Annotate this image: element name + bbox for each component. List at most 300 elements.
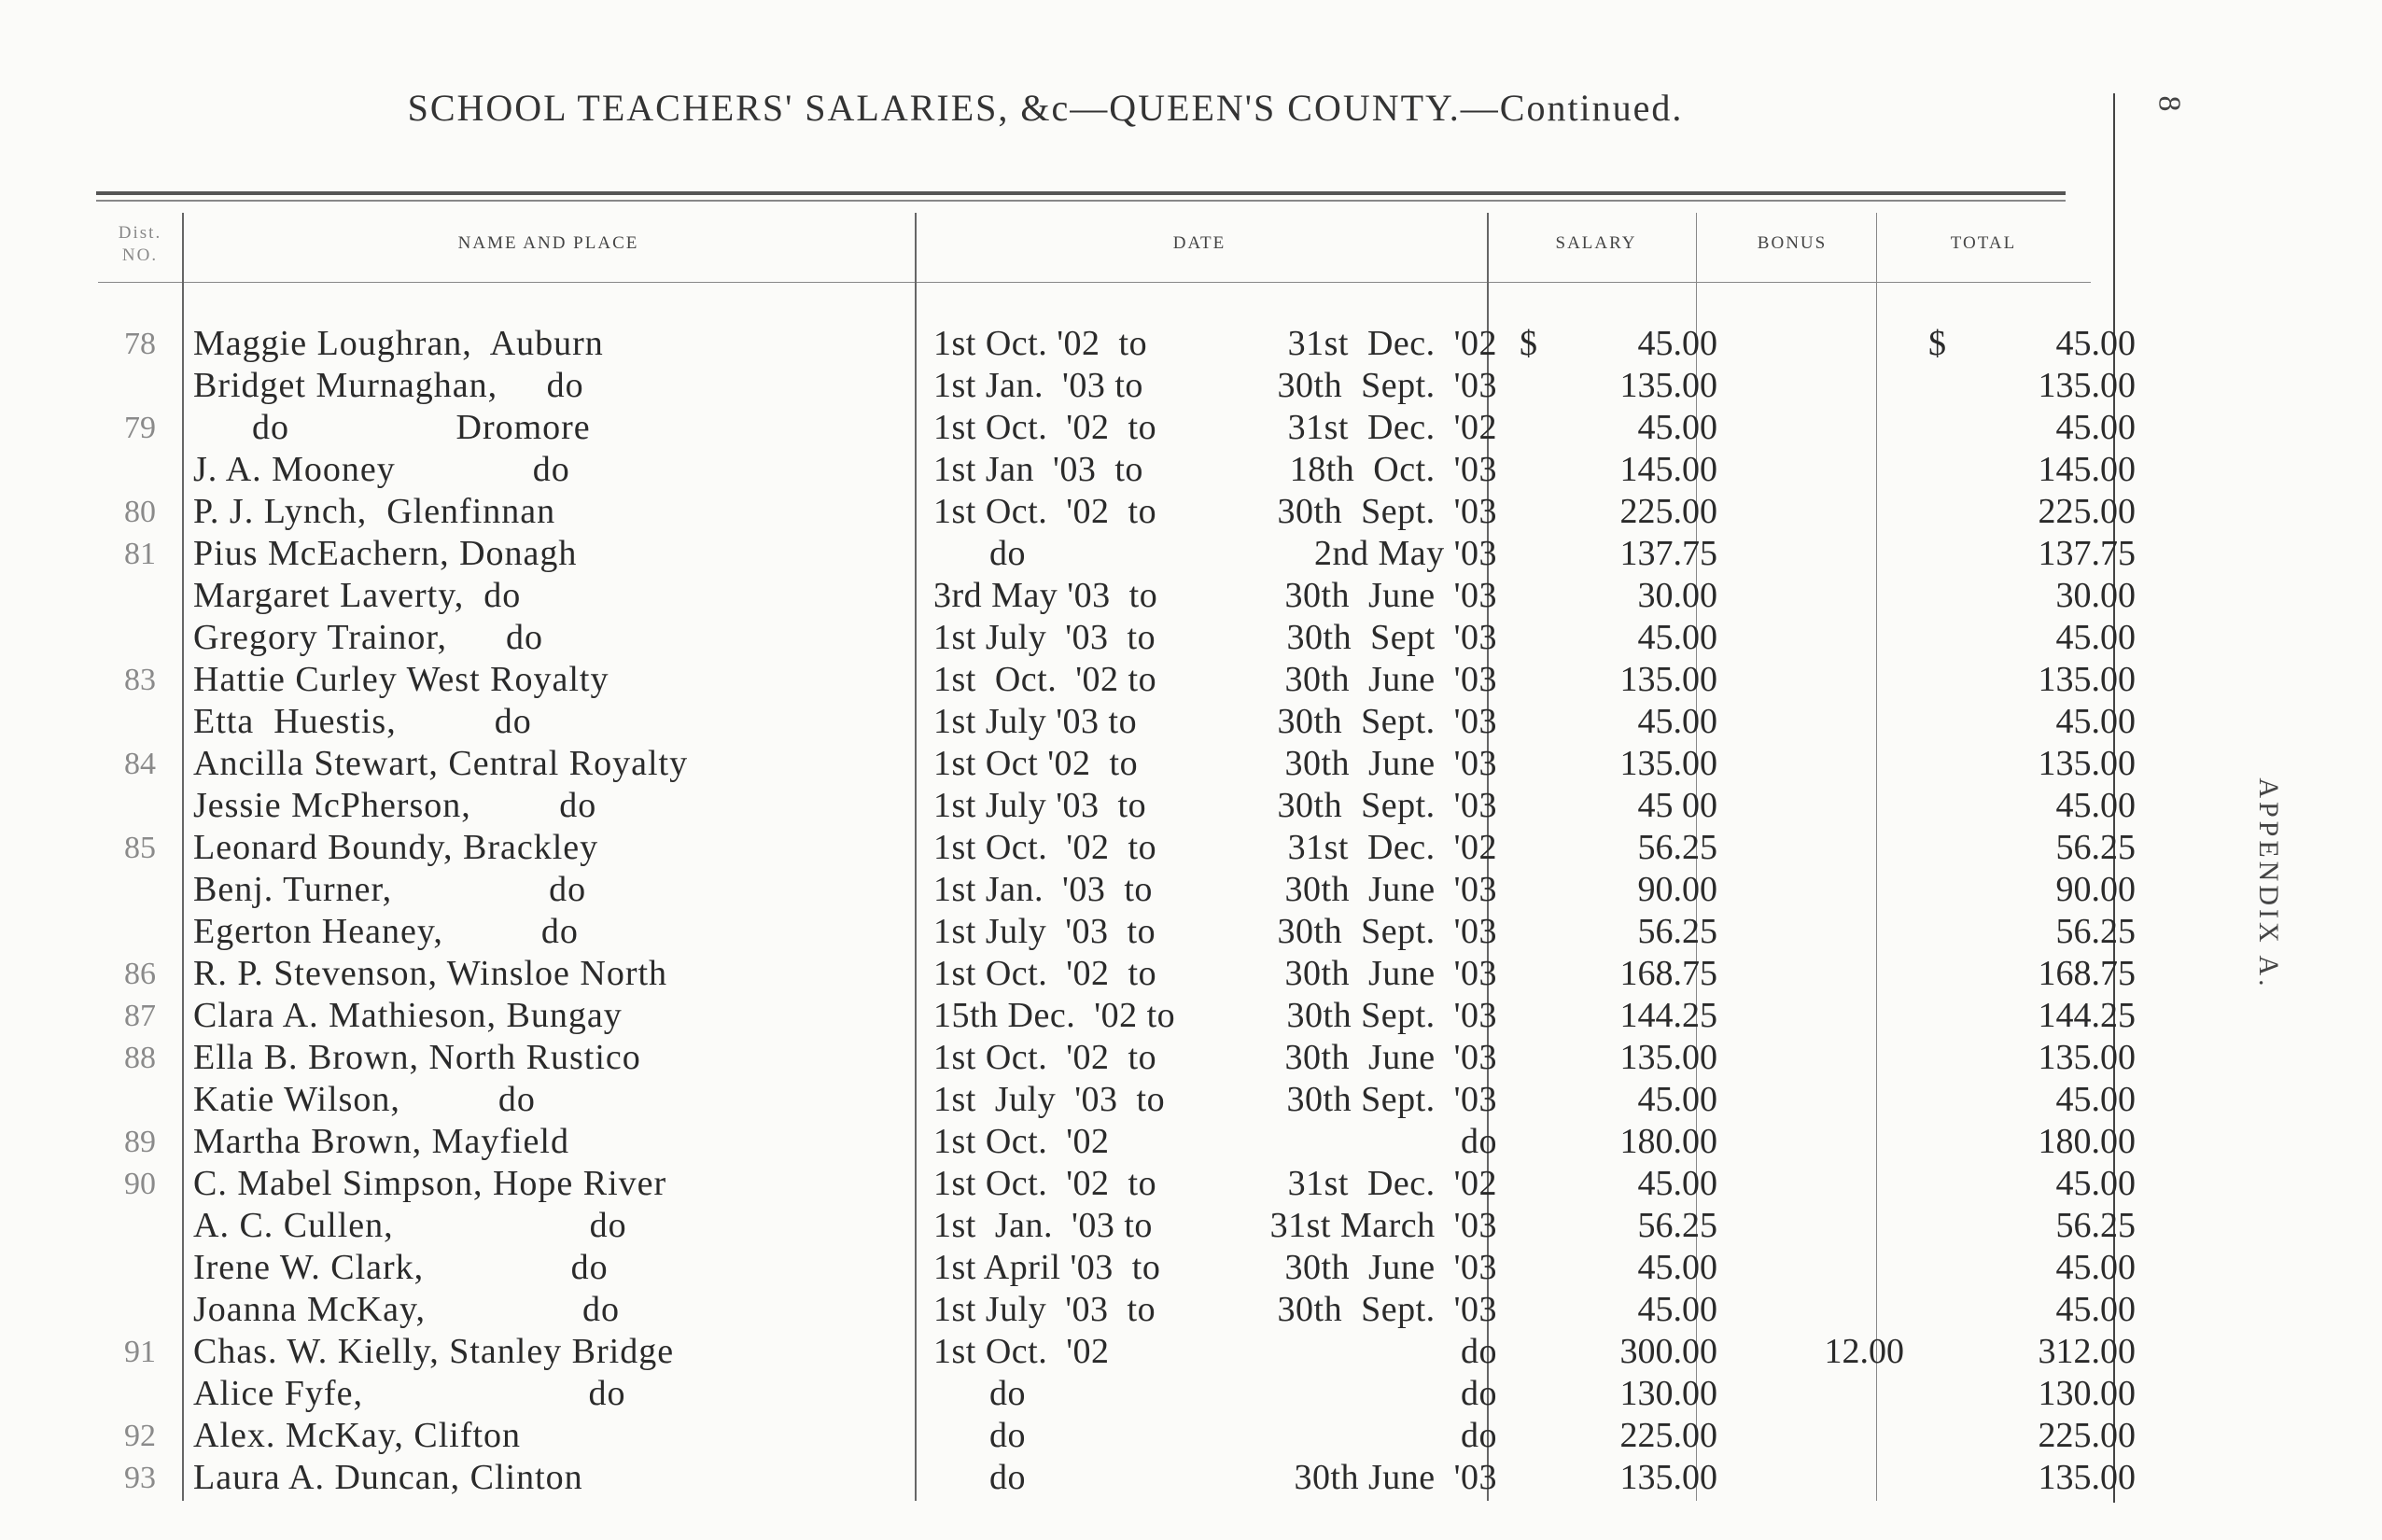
salary-cell	[1503, 1331, 1727, 1373]
date-from: 1st Jan '03 to	[933, 450, 1143, 489]
salary-value: 45.00	[1637, 1290, 1717, 1329]
date-cell	[926, 365, 1503, 407]
salary-cell	[1503, 323, 1727, 365]
header-bottom-rule	[98, 282, 2091, 283]
date-cell	[926, 617, 1503, 659]
date-to: 30th Sept. '03	[1277, 492, 1497, 531]
dist-cell: 84	[124, 747, 156, 781]
salary-cell	[1503, 1415, 1727, 1457]
total-cell	[1912, 365, 2136, 407]
name-cell: Egerton Heaney, do	[193, 912, 579, 951]
table-row	[98, 953, 2136, 995]
date-to: 30th June '03	[1284, 870, 1497, 909]
dist-cell	[98, 1079, 182, 1121]
date-from: 1st Oct. '02	[933, 1332, 1110, 1371]
salary-cell	[1503, 407, 1727, 449]
total-cell	[1912, 449, 2136, 491]
total-value: 135.00	[2038, 660, 2136, 699]
salary-value: 145.00	[1619, 450, 1717, 489]
dist-cell	[98, 1289, 182, 1331]
salary-value: 135.00	[1619, 660, 1717, 699]
date-to: 30th Sept. '03	[1277, 1290, 1497, 1329]
total-cell	[1912, 659, 2136, 701]
date-to: do	[1461, 1374, 1497, 1413]
total-value: 90.00	[2055, 870, 2136, 909]
dollar-sign: $	[1520, 324, 1537, 363]
date-from: 1st Oct. '02 to	[933, 324, 1148, 363]
table-row	[98, 1415, 2136, 1457]
name-cell: Ella B. Brown, North Rustico	[193, 1038, 641, 1077]
dist-cell: 89	[124, 1125, 156, 1159]
total-value: 45.00	[2055, 1248, 2136, 1287]
name-cell: A. C. Cullen, do	[193, 1206, 627, 1245]
salary-cell	[1503, 869, 1727, 911]
date-to: do	[1461, 1416, 1497, 1455]
salary-cell	[1503, 533, 1727, 575]
dist-cell	[98, 1247, 182, 1289]
date-from: 1st April '03 to	[933, 1248, 1161, 1287]
date-from: do	[933, 1458, 1026, 1497]
bonus-cell	[1727, 1415, 1912, 1457]
date-to: 30th Sept. '03	[1277, 912, 1497, 951]
name-cell: Gregory Trainor, do	[193, 618, 544, 657]
date-from: 1st July '03 to	[933, 1290, 1156, 1329]
name-cell: Alice Fyfe, do	[193, 1374, 626, 1413]
salary-value: 56.25	[1637, 912, 1717, 951]
date-to: do	[1461, 1122, 1497, 1161]
table-row	[98, 1121, 2136, 1163]
total-value: 56.25	[2055, 828, 2136, 867]
salary-value: 135.00	[1619, 366, 1717, 405]
dist-cell: 90	[124, 1167, 156, 1201]
dist-cell: 88	[124, 1041, 156, 1075]
total-value: 45.00	[2055, 618, 2136, 657]
salary-value: 168.75	[1619, 954, 1717, 993]
total-cell	[1912, 953, 2136, 995]
dist-cell	[98, 575, 182, 617]
bonus-cell	[1727, 1205, 1912, 1247]
total-cell	[1912, 995, 2136, 1037]
salary-cell	[1503, 953, 1727, 995]
salary-cell	[1503, 1037, 1727, 1079]
date-from: do	[933, 1416, 1026, 1455]
name-cell: Chas. W. Kielly, Stanley Bridge	[193, 1332, 675, 1371]
table-row	[98, 659, 2136, 701]
total-cell	[1912, 701, 2136, 743]
name-cell: Jessie McPherson, do	[193, 786, 597, 825]
salary-cell	[1503, 743, 1727, 785]
date-cell	[926, 785, 1503, 827]
name-cell: Margaret Laverty, do	[193, 576, 522, 615]
name-cell: Katie Wilson, do	[193, 1080, 536, 1119]
bonus-cell	[1727, 449, 1912, 491]
salary-cell	[1503, 1121, 1727, 1163]
dist-cell	[98, 449, 182, 491]
salary-cell	[1503, 617, 1727, 659]
name-cell: Alex. McKay, Clifton	[193, 1416, 522, 1455]
total-value: 135.00	[2038, 366, 2136, 405]
salary-cell	[1503, 1247, 1727, 1289]
date-to: 30th June '03	[1284, 1248, 1497, 1287]
dist-cell: 79	[124, 411, 156, 445]
table-row	[98, 365, 2136, 407]
dollar-sign: $	[1928, 324, 1946, 363]
salary-cell	[1503, 1205, 1727, 1247]
bonus-cell	[1727, 1037, 1912, 1079]
bonus-cell	[1727, 995, 1912, 1037]
dist-cell: 86	[124, 957, 156, 991]
salary-value: 135.00	[1619, 1458, 1717, 1497]
date-to: 30th Sept '03	[1286, 618, 1497, 657]
total-value: 168.75	[2038, 954, 2136, 993]
total-value: 225.00	[2038, 492, 2136, 531]
date-from: 1st Oct. '02 to	[933, 828, 1157, 867]
name-cell: Pius McEachern, Donagh	[193, 534, 578, 573]
date-from: 1st Oct. '02 to	[933, 408, 1157, 447]
salary-value: 45.00	[1637, 702, 1717, 741]
dist-cell: 83	[124, 663, 156, 697]
total-value: 225.00	[2038, 1416, 2136, 1455]
date-from: 1st July '03 to	[933, 786, 1147, 825]
bonus-cell	[1727, 617, 1912, 659]
date-to: 18th Oct. '03	[1289, 450, 1497, 489]
date-cell	[926, 911, 1503, 953]
total-cell	[1912, 743, 2136, 785]
total-value: 145.00	[2038, 450, 2136, 489]
bonus-cell	[1727, 491, 1912, 533]
date-from: 1st Jan. '03 to	[933, 870, 1153, 909]
table-row	[98, 1457, 2136, 1499]
salary-value: 300.00	[1619, 1332, 1717, 1371]
salary-cell	[1503, 911, 1727, 953]
date-from: 1st Oct '02 to	[933, 744, 1139, 783]
name-cell: Hattie Curley West Royalty	[193, 660, 610, 699]
salary-value: 56.25	[1637, 1206, 1717, 1245]
total-cell	[1912, 1415, 2136, 1457]
header-name: NAME AND PLACE	[457, 233, 639, 253]
date-to: 31st Dec. '02	[1287, 408, 1497, 447]
salary-cell	[1503, 701, 1727, 743]
salary-value: 90.00	[1637, 870, 1717, 909]
bonus-cell	[1727, 323, 1912, 365]
date-to: 30th Sept. '03	[1286, 996, 1497, 1035]
date-from: 1st July '03 to	[933, 702, 1138, 741]
total-value: 45.00	[2055, 1164, 2136, 1203]
date-to: 31st March '03	[1269, 1206, 1497, 1245]
total-value: 45.00	[2055, 1290, 2136, 1329]
table-row	[98, 1079, 2136, 1121]
date-cell	[926, 1289, 1503, 1331]
table-row	[98, 491, 2136, 533]
name-cell: Irene W. Clark, do	[193, 1248, 609, 1287]
date-to: 30th June '03	[1284, 1038, 1497, 1077]
date-cell	[926, 701, 1503, 743]
total-cell	[1912, 1163, 2136, 1205]
header-dist: Dist. NO.	[118, 223, 162, 265]
salary-cell	[1503, 1373, 1727, 1415]
total-value: 56.25	[2055, 912, 2136, 951]
bonus-cell	[1727, 701, 1912, 743]
salary-value: 135.00	[1619, 1038, 1717, 1077]
salary-value: 225.00	[1619, 1416, 1717, 1455]
table-row	[98, 1331, 2136, 1373]
bonus-cell	[1727, 1121, 1912, 1163]
name-cell: Bridget Murnaghan, do	[193, 366, 584, 405]
salary-cell	[1503, 1457, 1727, 1499]
salary-cell	[1503, 1079, 1727, 1121]
date-to: 30th June '03	[1284, 744, 1497, 783]
date-to: 30th Sept. '03	[1286, 1080, 1497, 1119]
date-to: 30th June '03	[1284, 954, 1497, 993]
date-cell	[926, 407, 1503, 449]
salary-value: 56.25	[1637, 828, 1717, 867]
total-cell	[1912, 785, 2136, 827]
total-value: 180.00	[2038, 1122, 2136, 1161]
bonus-cell	[1727, 1247, 1912, 1289]
dist-cell: 80	[124, 495, 156, 529]
date-cell	[926, 995, 1503, 1037]
date-from: 1st July '03 to	[933, 618, 1156, 657]
name-cell: J. A. Mooney do	[193, 450, 570, 489]
total-value: 144.25	[2038, 996, 2136, 1035]
name-cell: Leonard Boundy, Brackley	[193, 828, 599, 867]
total-value: 130.00	[2038, 1374, 2136, 1413]
bonus-cell	[1727, 869, 1912, 911]
date-cell	[926, 1247, 1503, 1289]
date-to: 2nd May '03	[1313, 534, 1497, 573]
date-from: 1st Jan. '03 to	[933, 1206, 1153, 1245]
date-cell	[926, 323, 1503, 365]
salary-table	[98, 323, 2136, 1499]
dist-cell: 92	[124, 1419, 156, 1453]
date-from: do	[933, 1374, 1026, 1413]
salary-cell	[1503, 1289, 1727, 1331]
total-cell	[1912, 1037, 2136, 1079]
total-cell	[1912, 1457, 2136, 1499]
bonus-cell	[1727, 1373, 1912, 1415]
total-cell	[1912, 323, 2136, 365]
name-cell: Clara A. Mathieson, Bungay	[193, 996, 623, 1035]
date-from: 1st Oct. '02 to	[933, 492, 1157, 531]
date-cell	[926, 869, 1503, 911]
bonus-cell: 12.00	[1824, 1332, 1904, 1371]
dist-cell: 81	[124, 537, 156, 571]
header-bonus: BONUS	[1757, 233, 1828, 253]
salary-cell	[1503, 575, 1727, 617]
date-from: 1st Jan. '03 to	[933, 366, 1143, 405]
salary-value: 45.00	[1637, 1164, 1717, 1203]
name-cell: Joanna McKay, do	[193, 1290, 621, 1329]
date-cell	[926, 1331, 1503, 1373]
total-value: 135.00	[2038, 1038, 2136, 1077]
date-cell	[926, 491, 1503, 533]
salary-cell	[1503, 1163, 1727, 1205]
total-value: 45.00	[2055, 786, 2136, 825]
bonus-cell	[1727, 659, 1912, 701]
total-value: 45.00	[2055, 324, 2136, 363]
salary-value: 45 00	[1637, 786, 1717, 825]
total-value: 56.25	[2055, 1206, 2136, 1245]
name-cell: Benj. Turner, do	[193, 870, 587, 909]
total-cell	[1912, 1373, 2136, 1415]
date-to: 31st Dec. '02	[1287, 324, 1497, 363]
bonus-cell	[1727, 365, 1912, 407]
date-cell	[926, 953, 1503, 995]
total-value: 45.00	[2055, 702, 2136, 741]
total-value: 45.00	[2055, 1080, 2136, 1119]
salary-cell	[1503, 785, 1727, 827]
table-row	[98, 701, 2136, 743]
date-cell	[926, 449, 1503, 491]
bonus-cell	[1727, 953, 1912, 995]
header-salary: SALARY	[1555, 233, 1637, 253]
date-cell	[926, 659, 1503, 701]
total-cell	[1912, 1205, 2136, 1247]
date-to: 30th June '03	[1284, 576, 1497, 615]
date-to: 31st Dec. '02	[1287, 1164, 1497, 1203]
header-rule-light	[96, 200, 2066, 202]
date-from: 1st Oct. '02 to	[933, 1038, 1157, 1077]
salary-cell	[1503, 491, 1727, 533]
bonus-cell	[1727, 533, 1912, 575]
header-rule-heavy	[96, 191, 2066, 195]
date-to: 30th June '03	[1284, 660, 1497, 699]
date-from: 1st Oct. '02 to	[933, 1164, 1157, 1203]
total-cell	[1912, 1289, 2136, 1331]
table-row	[98, 323, 2136, 365]
bonus-cell	[1727, 911, 1912, 953]
salary-value: 45.00	[1637, 1248, 1717, 1287]
dist-cell: 85	[124, 831, 156, 865]
name-cell: Etta Huestis, do	[193, 702, 532, 741]
total-cell	[1912, 1079, 2136, 1121]
bonus-cell	[1727, 1289, 1912, 1331]
table-row	[98, 449, 2136, 491]
salary-cell	[1503, 449, 1727, 491]
date-cell	[926, 1457, 1503, 1499]
page-title: SCHOOL TEACHERS' SALARIES, &c—QUEEN'S COUNTY.—Continued.	[407, 87, 1684, 129]
date-cell	[926, 533, 1503, 575]
date-to: do	[1461, 1332, 1497, 1371]
date-cell	[926, 1037, 1503, 1079]
date-from: 1st Oct. '02 to	[933, 660, 1157, 699]
date-cell	[926, 827, 1503, 869]
bonus-cell	[1727, 575, 1912, 617]
salary-value: 180.00	[1619, 1122, 1717, 1161]
total-cell	[1912, 911, 2136, 953]
date-from: 1st July '03 to	[933, 912, 1156, 951]
table-row	[98, 827, 2136, 869]
total-cell	[1912, 869, 2136, 911]
date-cell	[926, 1415, 1503, 1457]
dist-cell	[98, 911, 182, 953]
salary-value: 137.75	[1619, 534, 1717, 573]
page-number: 8	[2151, 95, 2187, 112]
table-row	[98, 1037, 2136, 1079]
salary-value: 45.00	[1637, 618, 1717, 657]
bonus-cell	[1727, 1457, 1912, 1499]
table-row	[98, 1205, 2136, 1247]
date-from: 1st Oct. '02 to	[933, 954, 1157, 993]
salary-value: 45.00	[1637, 324, 1717, 363]
total-cell	[1912, 575, 2136, 617]
table-row	[98, 575, 2136, 617]
bonus-cell	[1727, 1163, 1912, 1205]
total-cell	[1912, 1121, 2136, 1163]
total-cell	[1912, 533, 2136, 575]
date-to: 30th June '03	[1294, 1458, 1497, 1497]
total-cell	[1912, 617, 2136, 659]
name-cell: do Dromore	[193, 408, 591, 447]
table-row	[98, 617, 2136, 659]
date-cell	[926, 575, 1503, 617]
table-row	[98, 995, 2136, 1037]
total-value: 312.00	[2038, 1332, 2136, 1371]
date-from: 15th Dec. '02 to	[933, 996, 1176, 1035]
table-row	[98, 869, 2136, 911]
salary-value: 45.00	[1637, 408, 1717, 447]
date-from: 1st Oct. '02	[933, 1122, 1110, 1161]
appendix-side-label: APPENDIX A.	[2253, 777, 2284, 990]
header-total: TOTAL	[1950, 233, 2017, 253]
bonus-cell	[1727, 785, 1912, 827]
total-value: 30.00	[2055, 576, 2136, 615]
table-row	[98, 1373, 2136, 1415]
dist-cell	[98, 365, 182, 407]
salary-cell	[1503, 827, 1727, 869]
dist-cell: 91	[124, 1335, 156, 1369]
date-to: 30th Sept. '03	[1277, 366, 1497, 405]
dist-cell	[98, 869, 182, 911]
date-to: 31st Dec. '02	[1287, 828, 1497, 867]
table-row	[98, 1247, 2136, 1289]
salary-cell	[1503, 995, 1727, 1037]
table-row	[98, 407, 2136, 449]
name-cell: Ancilla Stewart, Central Royalty	[193, 744, 689, 783]
table-row	[98, 1289, 2136, 1331]
salary-value: 144.25	[1619, 996, 1717, 1035]
header-date: DATE	[1172, 233, 1226, 253]
salary-value: 30.00	[1637, 576, 1717, 615]
dist-cell	[98, 785, 182, 827]
salary-value: 130.00	[1619, 1374, 1717, 1413]
dist-cell	[98, 701, 182, 743]
date-cell	[926, 1373, 1503, 1415]
salary-cell	[1503, 365, 1727, 407]
dist-cell	[98, 617, 182, 659]
dist-cell: 93	[124, 1461, 156, 1495]
date-cell	[926, 743, 1503, 785]
salary-cell	[1503, 659, 1727, 701]
dist-cell	[98, 1373, 182, 1415]
total-value: 137.75	[2038, 534, 2136, 573]
name-cell: Laura A. Duncan, Clinton	[193, 1458, 583, 1497]
total-cell	[1912, 1247, 2136, 1289]
date-cell	[926, 1163, 1503, 1205]
date-from: do	[933, 534, 1026, 573]
date-cell	[926, 1205, 1503, 1247]
bonus-cell	[1727, 1079, 1912, 1121]
total-value: 135.00	[2038, 1458, 2136, 1497]
date-cell	[926, 1079, 1503, 1121]
name-cell: Martha Brown, Mayfield	[193, 1122, 569, 1161]
table-row	[98, 785, 2136, 827]
total-cell	[1912, 407, 2136, 449]
dist-cell	[98, 1205, 182, 1247]
table-row	[98, 911, 2136, 953]
date-cell	[926, 1121, 1503, 1163]
total-value: 45.00	[2055, 408, 2136, 447]
